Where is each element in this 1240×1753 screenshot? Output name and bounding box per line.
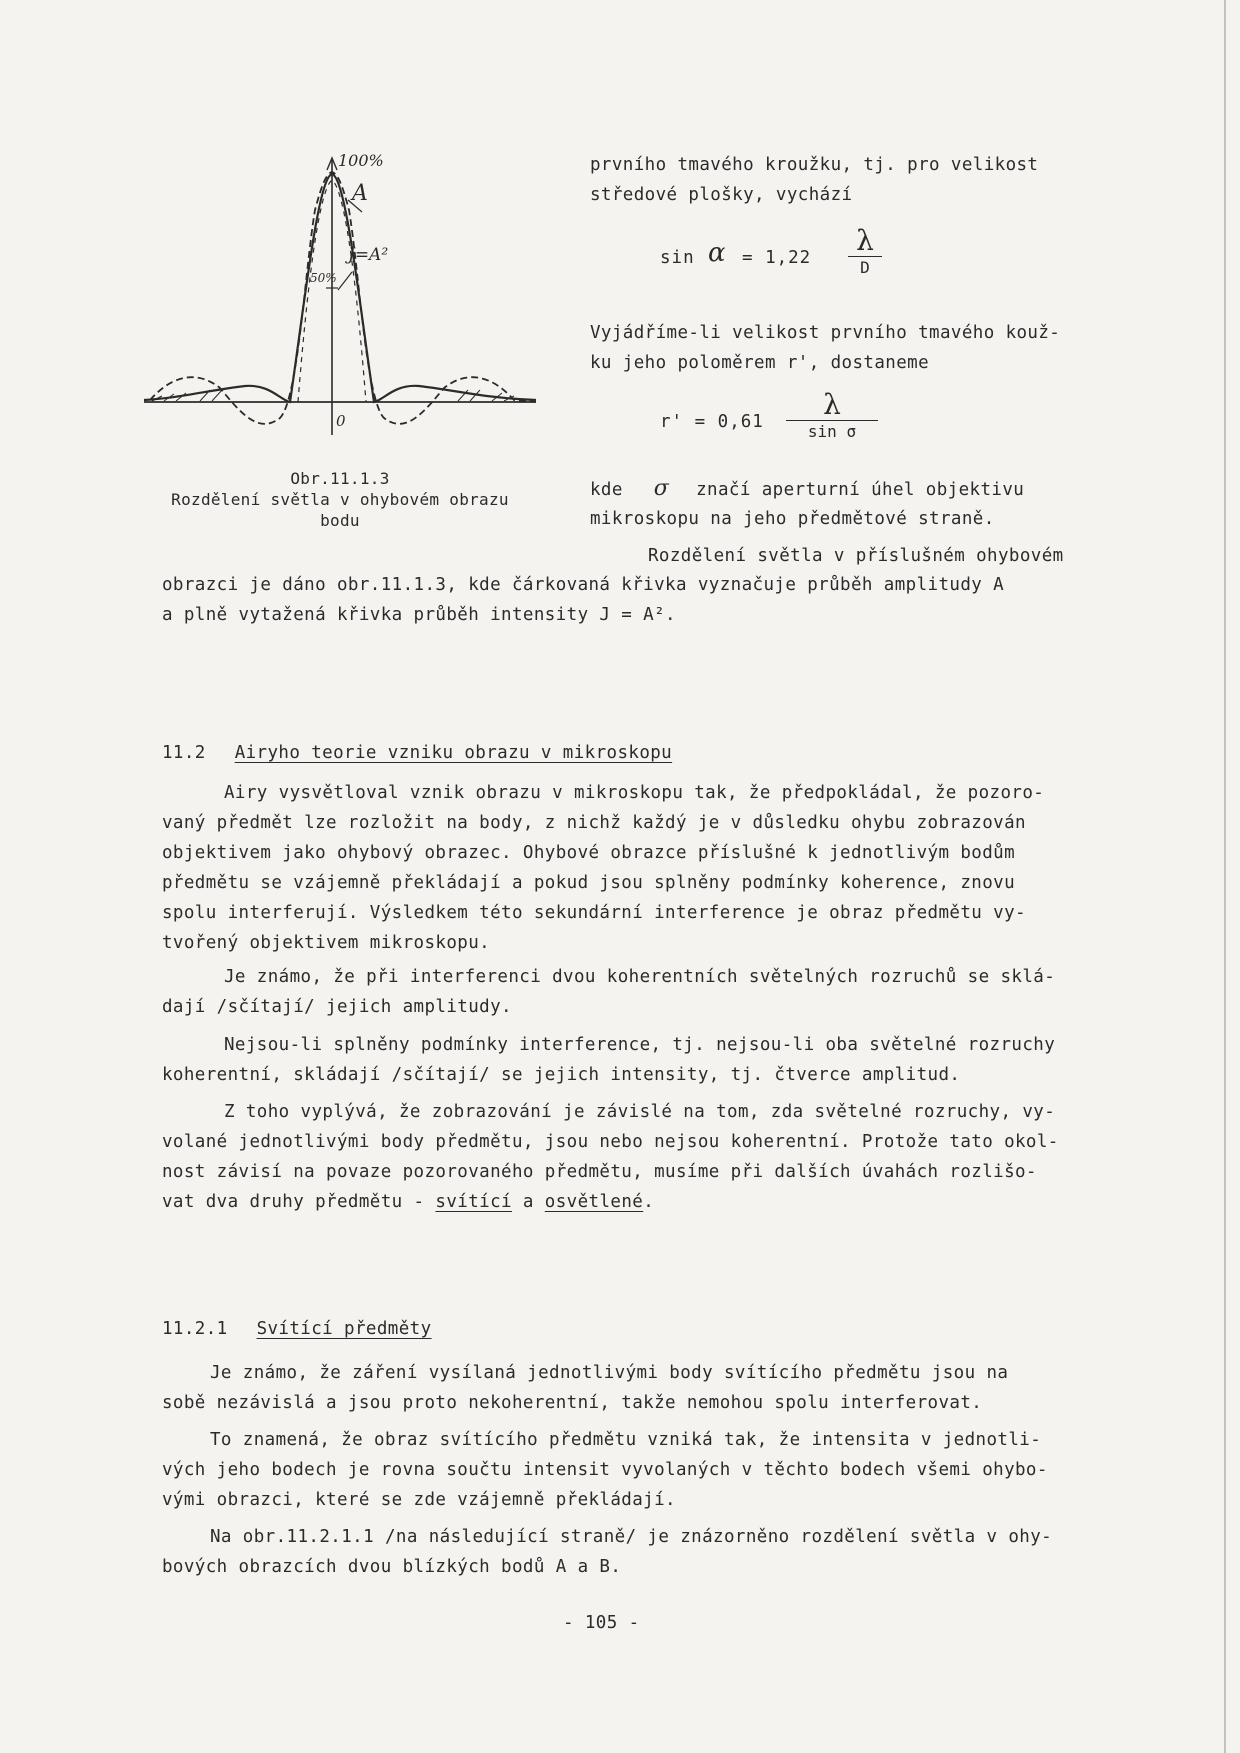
text-line: Je známo, že záření vysílaná jednotlivými body svítícího předmětu jsou na xyxy=(210,1363,1009,1383)
text-line: vých jeho bodech je rovna součtu intensit vyvolaných v těchto bodech všemi ohybo- xyxy=(162,1460,1048,1480)
right-line-4: ku jeho poloměrem r', dostaneme xyxy=(590,353,930,373)
section-11-2-paragraph-2 xyxy=(162,962,1055,1022)
intro-line-2: obrazci je dáno obr.11.1.3, kde čárkovaná křivka vyznačuje průběh amplitudy A xyxy=(162,575,1005,595)
text-line: předmětu se vzájemně překládají a pokud jsou splněny podmínky koherence, znovu xyxy=(162,873,1015,893)
eq2-denominator: sin σ xyxy=(807,422,857,441)
intensity-label: J=A² xyxy=(348,245,389,265)
section-11-2-1-number: 11.2.1 xyxy=(162,1319,228,1339)
where-line-1 xyxy=(590,474,1024,505)
text-line: Airy vysvětloval vznik obrazu v mikroskopu tak, že předpokládal, že pozoro- xyxy=(224,783,1045,803)
section-11-2-heading xyxy=(162,738,672,768)
where-line-2: mikroskopu na jeho předmětové straně. xyxy=(590,509,995,529)
caption-line2: bodu xyxy=(320,511,360,530)
eq1-lambda: λ xyxy=(856,224,874,257)
text-line: volané jednotlivými body předmětu, jsou nebo nejsou koherentní. Protože tato okol- xyxy=(162,1132,1059,1152)
conjunction: a xyxy=(511,1192,545,1212)
text-line: Nejsou-li splněny podmínky interference, tj. nejsou-li oba světelné rozruchy xyxy=(224,1035,1056,1055)
text-line: nost závisí na povaze pozorovaného předmětu, musíme při dalších úvahách rozlišo- xyxy=(162,1162,1037,1182)
figure-caption xyxy=(130,468,550,531)
section-11-2-1-heading xyxy=(162,1314,432,1344)
section-11-2-1-paragraph-3 xyxy=(162,1522,1052,1582)
right-line-1: prvního tmavého kroužku, tj. pro velikost xyxy=(590,155,1039,175)
origin-label: 0 xyxy=(336,412,346,430)
text-line: objektivem jako ohybový obrazec. Ohybové obrazce příslušné k jednotlivým bodům xyxy=(162,843,1015,863)
eq2-lambda: λ xyxy=(823,388,841,421)
page-edge xyxy=(1224,0,1226,1753)
text-line: vými obrazci, které se zde vzájemně překládají. xyxy=(162,1490,676,1510)
page-number: - 105 - xyxy=(563,1613,640,1633)
section-11-2-paragraph-3 xyxy=(162,1030,1055,1090)
peak-label: 100% xyxy=(338,151,384,170)
caption-line1: Rozdělení světla v ohybovém obrazu xyxy=(171,490,509,509)
amplitude-label: A xyxy=(352,181,368,206)
right-line-3: Vyjádříme-li velikost prvního tmavého kouž- xyxy=(590,323,1061,343)
term-svitici: svítící xyxy=(435,1192,512,1212)
amplitude-curve xyxy=(150,172,536,424)
text-line xyxy=(162,1187,1059,1217)
section-11-2-number: 11.2 xyxy=(162,743,206,763)
last-line-prefix: vat dva druhy předmětu - xyxy=(162,1192,436,1212)
section-11-2-1-title: Svítící předměty xyxy=(256,1319,432,1339)
term-osvetlene: osvětlené xyxy=(544,1192,644,1212)
text-line: tvořený objektivem mikroskopu. xyxy=(162,933,491,953)
intro-line-3: a plně vytažená křivka průběh intensity J = A². xyxy=(162,605,676,625)
text-line: bových obrazcích dvou blízkých bodů A a B. xyxy=(162,1557,622,1577)
sigma-symbol: σ xyxy=(653,476,670,501)
section-11-2-1-paragraph-2 xyxy=(162,1425,1048,1515)
alpha-symbol: α xyxy=(708,238,726,268)
eq2-lhs: r' = 0,61 xyxy=(660,412,764,432)
text-line: dají /sčítají/ jejich amplitudy. xyxy=(162,997,512,1017)
eq1-denominator: D xyxy=(860,258,870,277)
section-11-2-title: Airyho teorie vzniku obrazu v mikroskopu xyxy=(234,743,673,763)
where-rest: značí aperturní úhel objektivu xyxy=(696,480,1025,500)
text-line: sobě nezávislá a jsou proto nekoherentní, takže nemohou spolu interferovat. xyxy=(162,1393,983,1413)
where-kde: kde xyxy=(590,480,623,500)
text-line: spolu interferují. Výsledkem této sekundární interference je obraz předmětu vy- xyxy=(162,903,1026,923)
text-line: koherentní, skládají /sčítají/ se jejich intensity, tj. čtverce amplitud. xyxy=(162,1065,961,1085)
eq1-sin: sin xyxy=(660,248,695,268)
section-11-2-paragraph-4 xyxy=(162,1097,1059,1217)
text-line: Na obr.11.2.1.1 /na následující straně/ je znázorněno rozdělení světla v ohy- xyxy=(210,1527,1053,1547)
text-line: To znamená, že obraz svítícího předmětu vzniká tak, že intensita v jednotli- xyxy=(210,1430,1042,1450)
right-line-2: středové plošky, vychází xyxy=(590,185,853,205)
leader-J xyxy=(338,272,352,290)
caption-number: Obr.11.1.3 xyxy=(290,469,390,488)
diffraction-figure xyxy=(140,150,540,450)
eq1-fraction xyxy=(848,226,882,279)
eq2-fraction xyxy=(786,390,878,443)
section-11-2-paragraph-1 xyxy=(162,778,1044,958)
section-11-2-1-paragraph-1 xyxy=(162,1358,1008,1418)
half-label: 50% xyxy=(310,271,337,285)
eq1-coefficient: = 1,22 xyxy=(742,248,812,268)
text-line: Je známo, že při interferenci dvou koherentních světelných rozruchů se sklá- xyxy=(224,967,1056,987)
period: . xyxy=(643,1192,655,1212)
text-line: vaný předmět lze rozložit na body, z nichž každý je v důsledku ohybu zobrazován xyxy=(162,813,1026,833)
intro-line-1: Rozdělení světla v příslušném ohybovém xyxy=(648,546,1064,566)
text-line: Z toho vyplývá, že zobrazování je závislé na tom, zda světelné rozruchy, vy- xyxy=(224,1102,1056,1122)
